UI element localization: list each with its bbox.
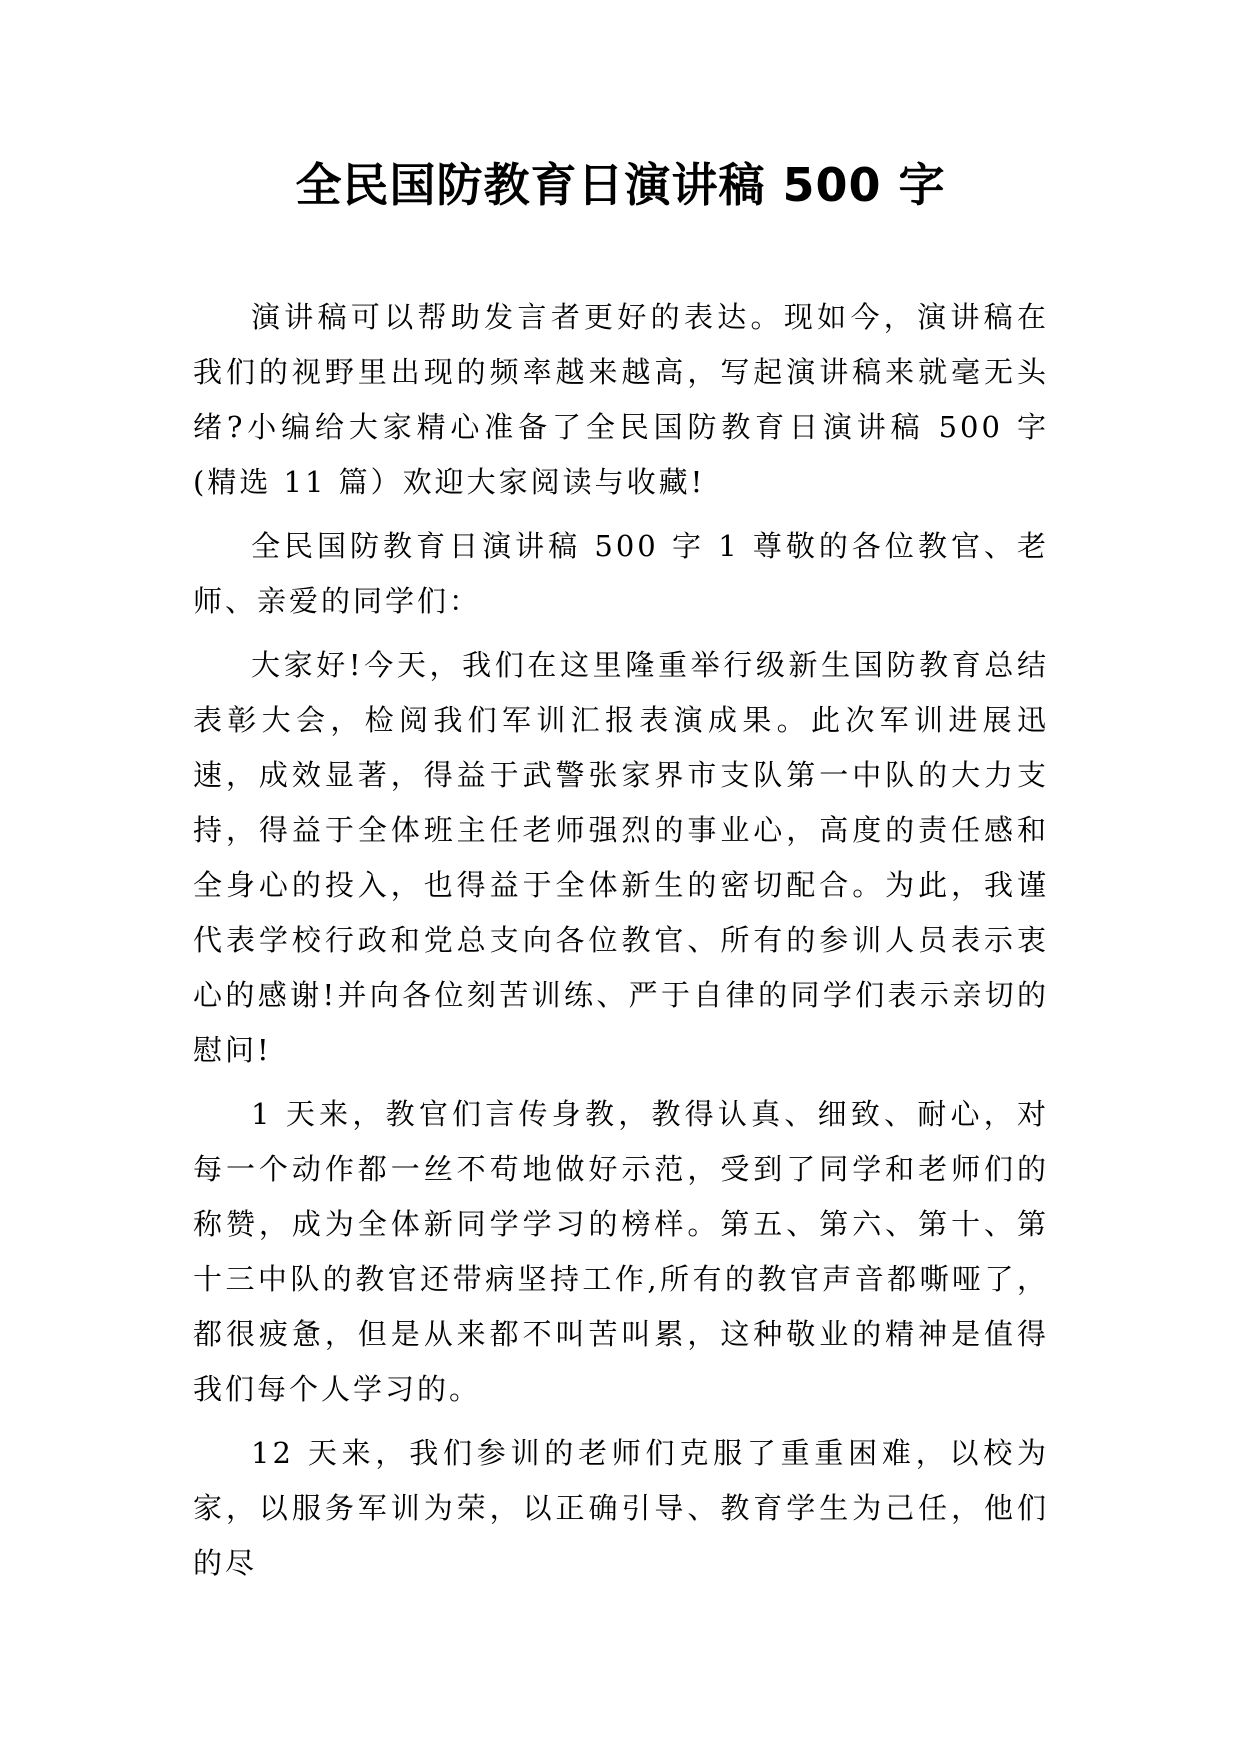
document-title: 全民国防教育日演讲稿 500 字 [295,158,946,212]
document-body [193,290,1049,1600]
paragraph-speech-heading: 全民国防教育日演讲稿 500 字 1 尊敬的各位教官、老师、亲爱的同学们： [193,529,1049,618]
paragraph-greeting: 大家好!今天，我们在这里隆重举行级新生国防教育总结表彰大会，检阅我们军训汇报表演成果。此次军训进展迅速，成效显著，得益于武警张家界市支队第一中队的大力支持，得益于全体班主任老师强烈的事业心，高度的责任感和全身心的投入，也得益于全体新生的密切配合。为此，我谨代表学校行政和党总支向各位教官、所有的参训人员表示衷心的感谢!并向各位刻苦训练、严于自律的同学们表示亲切的慰问! [193,648,1049,1067]
paragraph-teachers: 12 天来，我们参训的老师们克服了重重困难，以校为家，以服务军训为荣，以正确引导、教育学生为己任，他们的尽 [193,1436,1049,1580]
paragraph-intro: 演讲稿可以帮助发言者更好的表达。现如今，演讲稿在我们的视野里出现的频率越来越高，写起演讲稿来就毫无头绪?小编给大家精心准备了全民国防教育日演讲稿 500 字(精选 11 篇）欢迎大家阅读与收藏! [193,300,1049,499]
paragraph-instructors: 1 天来，教官们言传身教，教得认真、细致、耐心，对每一个动作都一丝不苟地做好示范，受到了同学和老师们的称赞，成为全体新同学学习的榜样。第五、第六、第十、第十三中队的教官还带病坚持工作,所有的教官声音都嘶哑了，都很疲惫，但是从来都不叫苦叫累，这种敬业的精神是值得我们每个人学习的。 [193,1097,1049,1406]
